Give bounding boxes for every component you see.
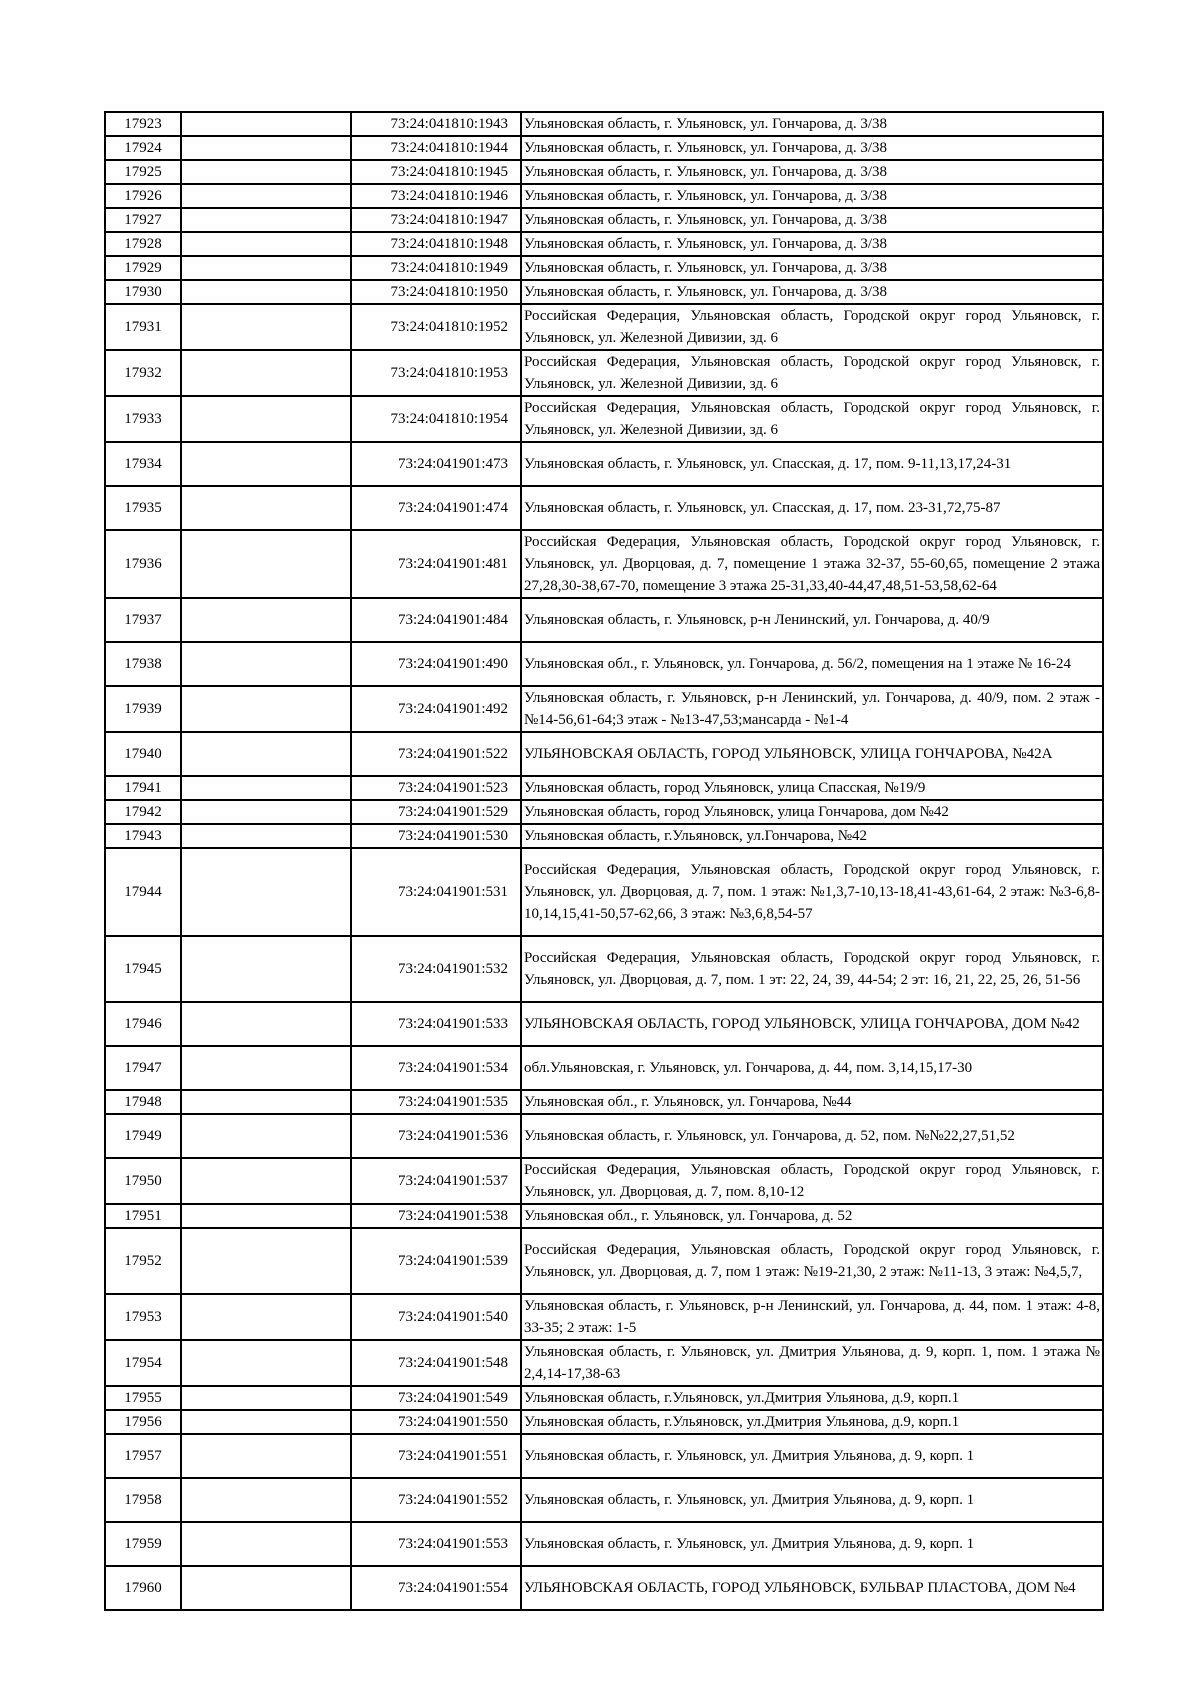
row-number-cell: 17937 bbox=[105, 598, 181, 642]
row-number-cell: 17948 bbox=[105, 1090, 181, 1114]
empty-cell bbox=[181, 486, 351, 530]
empty-cell bbox=[181, 1114, 351, 1158]
empty-cell bbox=[181, 136, 351, 160]
cadastral-number-cell: 73:24:041901:539 bbox=[351, 1228, 521, 1294]
empty-cell bbox=[181, 776, 351, 800]
address-cell: Ульяновская обл., г. Ульяновск, ул. Гончарова, №44 bbox=[521, 1090, 1103, 1114]
cadastral-number-cell: 73:24:041901:523 bbox=[351, 776, 521, 800]
table-row bbox=[105, 1566, 1103, 1610]
empty-cell bbox=[181, 732, 351, 776]
empty-cell bbox=[181, 824, 351, 848]
table-body bbox=[105, 112, 1103, 1610]
table-row bbox=[105, 732, 1103, 776]
empty-cell bbox=[181, 800, 351, 824]
row-number-cell: 17947 bbox=[105, 1046, 181, 1090]
address-cell: Ульяновская область, город Ульяновск, улица Спасская, №19/9 bbox=[521, 776, 1103, 800]
row-number-cell: 17928 bbox=[105, 232, 181, 256]
row-number-cell: 17956 bbox=[105, 1410, 181, 1434]
empty-cell bbox=[181, 1340, 351, 1386]
table-row bbox=[105, 1090, 1103, 1114]
empty-cell bbox=[181, 1158, 351, 1204]
cadastral-number-cell: 73:24:041810:1953 bbox=[351, 350, 521, 396]
address-cell: Ульяновская область, г. Ульяновск, ул. Дмитрия Ульянова, д. 9, корп. 1 bbox=[521, 1478, 1103, 1522]
empty-cell bbox=[181, 530, 351, 598]
row-number-cell: 17932 bbox=[105, 350, 181, 396]
cadastral-number-cell: 73:24:041901:536 bbox=[351, 1114, 521, 1158]
address-cell: Российская Федерация, Ульяновская область, Городской округ город Ульяновск, г. Ульяновск, ул. Дворцовая, д. 7, пом. 1 этаж: №1,3,7-10,13-18,41-43,61-64, 2 этаж: №3-6,8-10,14,15,41-50,57-62,66, 3 этаж: №3,6,8,54-57 bbox=[521, 848, 1103, 936]
address-cell: Российская Федерация, Ульяновская область, Городской округ город Ульяновск, г. Ульяновск, ул. Дворцовая, д. 7, помещение 1 этажа 32-37, 55-60,65, помещение 2 этажа 27,28,30-38,67-70, помещение 3 этажа 25-31,33,40-44,47,48,51-53,58,62-64 bbox=[521, 530, 1103, 598]
table-row bbox=[105, 486, 1103, 530]
address-cell: Ульяновская область, г. Ульяновск, ул. Гончарова, д. 3/38 bbox=[521, 232, 1103, 256]
row-number-cell: 17946 bbox=[105, 1002, 181, 1046]
empty-cell bbox=[181, 598, 351, 642]
cadastral-number-cell: 73:24:041901:522 bbox=[351, 732, 521, 776]
cadastral-number-cell: 73:24:041901:481 bbox=[351, 530, 521, 598]
address-cell: Российская Федерация, Ульяновская область, Городской округ город Ульяновск, г. Ульяновск, ул. Дворцовая, д. 7, пом. 1 эт: 22, 24, 39, 44-54; 2 эт: 16, 21, 22, 25, 26, 51-56 bbox=[521, 936, 1103, 1002]
row-number-cell: 17952 bbox=[105, 1228, 181, 1294]
address-cell: Ульяновская область, г. Ульяновск, ул. Спасская, д. 17, пом. 23-31,72,75-87 bbox=[521, 486, 1103, 530]
address-cell: Ульяновская область, г. Ульяновск, ул. Гончарова, д. 3/38 bbox=[521, 256, 1103, 280]
empty-cell bbox=[181, 1386, 351, 1410]
table-row bbox=[105, 1158, 1103, 1204]
row-number-cell: 17960 bbox=[105, 1566, 181, 1610]
cadastral-number-cell: 73:24:041901:534 bbox=[351, 1046, 521, 1090]
address-cell: Ульяновская область, г.Ульяновск, ул.Дмитрия Ульянова, д.9, корп.1 bbox=[521, 1410, 1103, 1434]
row-number-cell: 17953 bbox=[105, 1294, 181, 1340]
table-row bbox=[105, 936, 1103, 1002]
address-cell: УЛЬЯНОВСКАЯ ОБЛАСТЬ, ГОРОД УЛЬЯНОВСК, УЛИЦА ГОНЧАРОВА, №42А bbox=[521, 732, 1103, 776]
row-number-cell: 17950 bbox=[105, 1158, 181, 1204]
row-number-cell: 17957 bbox=[105, 1434, 181, 1478]
table-row bbox=[105, 112, 1103, 136]
address-cell: Ульяновская область, г. Ульяновск, р-н Ленинский, ул. Гончарова, д. 40/9 bbox=[521, 598, 1103, 642]
row-number-cell: 17945 bbox=[105, 936, 181, 1002]
table-row bbox=[105, 1204, 1103, 1228]
row-number-cell: 17939 bbox=[105, 686, 181, 732]
address-cell: обл.Ульяновская, г. Ульяновск, ул. Гончарова, д. 44, пом. 3,14,15,17-30 bbox=[521, 1046, 1103, 1090]
address-cell: Российская Федерация, Ульяновская область, Городской округ город Ульяновск, г. Ульяновск, ул. Дворцовая, д. 7, пом 1 этаж: №19-21,30, 2 этаж: №11-13, 3 этаж: №4,5,7, bbox=[521, 1228, 1103, 1294]
cadastral-number-cell: 73:24:041810:1945 bbox=[351, 160, 521, 184]
address-cell: Ульяновская обл., г. Ульяновск, ул. Гончарова, д. 52 bbox=[521, 1204, 1103, 1228]
row-number-cell: 17929 bbox=[105, 256, 181, 280]
table-row bbox=[105, 642, 1103, 686]
cadastral-number-cell: 73:24:041901:484 bbox=[351, 598, 521, 642]
table-row bbox=[105, 598, 1103, 642]
address-cell: Ульяновская область, г. Ульяновск, ул. Гончарова, д. 52, пом. №№22,27,51,52 bbox=[521, 1114, 1103, 1158]
row-number-cell: 17934 bbox=[105, 442, 181, 486]
cadastral-number-cell: 73:24:041810:1946 bbox=[351, 184, 521, 208]
row-number-cell: 17949 bbox=[105, 1114, 181, 1158]
table-row bbox=[105, 1046, 1103, 1090]
empty-cell bbox=[181, 1002, 351, 1046]
row-number-cell: 17958 bbox=[105, 1478, 181, 1522]
cadastral-number-cell: 73:24:041810:1950 bbox=[351, 280, 521, 304]
address-cell: УЛЬЯНОВСКАЯ ОБЛАСТЬ, ГОРОД УЛЬЯНОВСК, БУЛЬВАР ПЛАСТОВА, ДОМ №4 bbox=[521, 1566, 1103, 1610]
table-row bbox=[105, 1114, 1103, 1158]
table-row bbox=[105, 232, 1103, 256]
table-row bbox=[105, 396, 1103, 442]
cadastral-number-cell: 73:24:041810:1949 bbox=[351, 256, 521, 280]
empty-cell bbox=[181, 160, 351, 184]
table-row bbox=[105, 350, 1103, 396]
address-cell: Ульяновская область, г. Ульяновск, ул. Гончарова, д. 3/38 bbox=[521, 184, 1103, 208]
table-row bbox=[105, 848, 1103, 936]
row-number-cell: 17930 bbox=[105, 280, 181, 304]
cadastral-number-cell: 73:24:041810:1944 bbox=[351, 136, 521, 160]
empty-cell bbox=[181, 442, 351, 486]
empty-cell bbox=[181, 256, 351, 280]
empty-cell bbox=[181, 1046, 351, 1090]
cadastral-number-cell: 73:24:041810:1954 bbox=[351, 396, 521, 442]
row-number-cell: 17926 bbox=[105, 184, 181, 208]
table-row bbox=[105, 160, 1103, 184]
row-number-cell: 17936 bbox=[105, 530, 181, 598]
cadastral-number-cell: 73:24:041901:550 bbox=[351, 1410, 521, 1434]
table-row bbox=[105, 184, 1103, 208]
row-number-cell: 17924 bbox=[105, 136, 181, 160]
table-row bbox=[105, 136, 1103, 160]
cadastral-number-cell: 73:24:041901:538 bbox=[351, 1204, 521, 1228]
empty-cell bbox=[181, 686, 351, 732]
table-row bbox=[105, 1434, 1103, 1478]
cadastral-number-cell: 73:24:041901:529 bbox=[351, 800, 521, 824]
table-row bbox=[105, 824, 1103, 848]
cadastral-number-cell: 73:24:041810:1943 bbox=[351, 112, 521, 136]
empty-cell bbox=[181, 208, 351, 232]
table-row bbox=[105, 208, 1103, 232]
cadastral-number-cell: 73:24:041810:1947 bbox=[351, 208, 521, 232]
table-row bbox=[105, 1522, 1103, 1566]
row-number-cell: 17955 bbox=[105, 1386, 181, 1410]
address-cell: Ульяновская область, г. Ульяновск, р-н Ленинский, ул. Гончарова, д. 44, пом. 1 этаж: 4-8, 33-35; 2 этаж: 1-5 bbox=[521, 1294, 1103, 1340]
address-cell: Ульяновская область, г.Ульяновск, ул.Дмитрия Ульянова, д.9, корп.1 bbox=[521, 1386, 1103, 1410]
row-number-cell: 17923 bbox=[105, 112, 181, 136]
address-cell: Ульяновская область, г. Ульяновск, ул. Гончарова, д. 3/38 bbox=[521, 280, 1103, 304]
empty-cell bbox=[181, 184, 351, 208]
cadastral-number-cell: 73:24:041810:1948 bbox=[351, 232, 521, 256]
cadastral-number-cell: 73:24:041901:530 bbox=[351, 824, 521, 848]
empty-cell bbox=[181, 396, 351, 442]
address-cell: Ульяновская область, г. Ульяновск, ул. Дмитрия Ульянова, д. 9, корп. 1, пом. 1 этажа № 2,4,14-17,38-63 bbox=[521, 1340, 1103, 1386]
row-number-cell: 17944 bbox=[105, 848, 181, 936]
table-row bbox=[105, 1386, 1103, 1410]
empty-cell bbox=[181, 1410, 351, 1434]
cadastral-number-cell: 73:24:041901:490 bbox=[351, 642, 521, 686]
address-cell: Ульяновская область, город Ульяновск, улица Гончарова, дом №42 bbox=[521, 800, 1103, 824]
cadastral-number-cell: 73:24:041901:473 bbox=[351, 442, 521, 486]
row-number-cell: 17959 bbox=[105, 1522, 181, 1566]
cadastral-number-cell: 73:24:041901:548 bbox=[351, 1340, 521, 1386]
address-cell: Ульяновская область, г. Ульяновск, ул. Дмитрия Ульянова, д. 9, корп. 1 bbox=[521, 1434, 1103, 1478]
empty-cell bbox=[181, 1478, 351, 1522]
empty-cell bbox=[181, 304, 351, 350]
address-cell: УЛЬЯНОВСКАЯ ОБЛАСТЬ, ГОРОД УЛЬЯНОВСК, УЛИЦА ГОНЧАРОВА, ДОМ №42 bbox=[521, 1002, 1103, 1046]
address-cell: Российская Федерация, Ульяновская область, Городской округ город Ульяновск, г. Ульяновск, ул. Железной Дивизии, зд. 6 bbox=[521, 350, 1103, 396]
address-cell: Ульяновская область, г. Ульяновск, ул. Гончарова, д. 3/38 bbox=[521, 136, 1103, 160]
row-number-cell: 17931 bbox=[105, 304, 181, 350]
table-row bbox=[105, 1340, 1103, 1386]
cadastral-number-cell: 73:24:041901:554 bbox=[351, 1566, 521, 1610]
empty-cell bbox=[181, 350, 351, 396]
empty-cell bbox=[181, 1522, 351, 1566]
empty-cell bbox=[181, 1294, 351, 1340]
table-row bbox=[105, 442, 1103, 486]
empty-cell bbox=[181, 232, 351, 256]
cadastral-number-cell: 73:24:041901:474 bbox=[351, 486, 521, 530]
cadastral-number-cell: 73:24:041901:532 bbox=[351, 936, 521, 1002]
address-cell: Российская Федерация, Ульяновская область, Городской округ город Ульяновск, г. Ульяновск, ул. Дворцовая, д. 7, пом. 8,10-12 bbox=[521, 1158, 1103, 1204]
table-row bbox=[105, 776, 1103, 800]
table-row bbox=[105, 1478, 1103, 1522]
address-cell: Ульяновская область, г. Ульяновск, ул. Дмитрия Ульянова, д. 9, корп. 1 bbox=[521, 1522, 1103, 1566]
cadastral-number-cell: 73:24:041901:492 bbox=[351, 686, 521, 732]
address-cell: Ульяновская область, г. Ульяновск, ул. Гончарова, д. 3/38 bbox=[521, 208, 1103, 232]
empty-cell bbox=[181, 936, 351, 1002]
empty-cell bbox=[181, 1566, 351, 1610]
table-row bbox=[105, 530, 1103, 598]
registry-table bbox=[104, 111, 1104, 1611]
address-cell: Ульяновская область, г. Ульяновск, ул. Гончарова, д. 3/38 bbox=[521, 160, 1103, 184]
cadastral-number-cell: 73:24:041901:531 bbox=[351, 848, 521, 936]
table-row bbox=[105, 304, 1103, 350]
row-number-cell: 17941 bbox=[105, 776, 181, 800]
row-number-cell: 17933 bbox=[105, 396, 181, 442]
cadastral-number-cell: 73:24:041901:540 bbox=[351, 1294, 521, 1340]
address-cell: Ульяновская область, г.Ульяновск, ул.Гончарова, №42 bbox=[521, 824, 1103, 848]
address-cell: Ульяновская область, г. Ульяновск, ул. Гончарова, д. 3/38 bbox=[521, 112, 1103, 136]
row-number-cell: 17938 bbox=[105, 642, 181, 686]
empty-cell bbox=[181, 1228, 351, 1294]
cadastral-number-cell: 73:24:041901:553 bbox=[351, 1522, 521, 1566]
address-cell: Ульяновская обл., г. Ульяновск, ул. Гончарова, д. 56/2, помещения на 1 этаже № 16-24 bbox=[521, 642, 1103, 686]
address-cell: Ульяновская область, г. Ульяновск, ул. Спасская, д. 17, пом. 9-11,13,17,24-31 bbox=[521, 442, 1103, 486]
table-row bbox=[105, 1002, 1103, 1046]
table-row bbox=[105, 1294, 1103, 1340]
empty-cell bbox=[181, 848, 351, 936]
table-row bbox=[105, 800, 1103, 824]
cadastral-number-cell: 73:24:041810:1952 bbox=[351, 304, 521, 350]
empty-cell bbox=[181, 112, 351, 136]
table-row bbox=[105, 686, 1103, 732]
row-number-cell: 17943 bbox=[105, 824, 181, 848]
cadastral-number-cell: 73:24:041901:535 bbox=[351, 1090, 521, 1114]
cadastral-number-cell: 73:24:041901:551 bbox=[351, 1434, 521, 1478]
cadastral-number-cell: 73:24:041901:552 bbox=[351, 1478, 521, 1522]
row-number-cell: 17935 bbox=[105, 486, 181, 530]
address-cell: Российская Федерация, Ульяновская область, Городской округ город Ульяновск, г. Ульяновск, ул. Железной Дивизии, зд. 6 bbox=[521, 304, 1103, 350]
address-cell: Российская Федерация, Ульяновская область, Городской округ город Ульяновск, г. Ульяновск, ул. Железной Дивизии, зд. 6 bbox=[521, 396, 1103, 442]
cadastral-number-cell: 73:24:041901:533 bbox=[351, 1002, 521, 1046]
table-row bbox=[105, 256, 1103, 280]
empty-cell bbox=[181, 280, 351, 304]
table-row bbox=[105, 1228, 1103, 1294]
cadastral-number-cell: 73:24:041901:549 bbox=[351, 1386, 521, 1410]
empty-cell bbox=[181, 642, 351, 686]
cadastral-number-cell: 73:24:041901:537 bbox=[351, 1158, 521, 1204]
empty-cell bbox=[181, 1204, 351, 1228]
row-number-cell: 17940 bbox=[105, 732, 181, 776]
row-number-cell: 17942 bbox=[105, 800, 181, 824]
row-number-cell: 17954 bbox=[105, 1340, 181, 1386]
table-row bbox=[105, 280, 1103, 304]
row-number-cell: 17927 bbox=[105, 208, 181, 232]
row-number-cell: 17951 bbox=[105, 1204, 181, 1228]
empty-cell bbox=[181, 1090, 351, 1114]
table-row bbox=[105, 1410, 1103, 1434]
row-number-cell: 17925 bbox=[105, 160, 181, 184]
address-cell: Ульяновская область, г. Ульяновск, р-н Ленинский, ул. Гончарова, д. 40/9, пом. 2 этаж - №14-56,61-64;3 этаж - №13-47,53;мансарда - №1-4 bbox=[521, 686, 1103, 732]
empty-cell bbox=[181, 1434, 351, 1478]
